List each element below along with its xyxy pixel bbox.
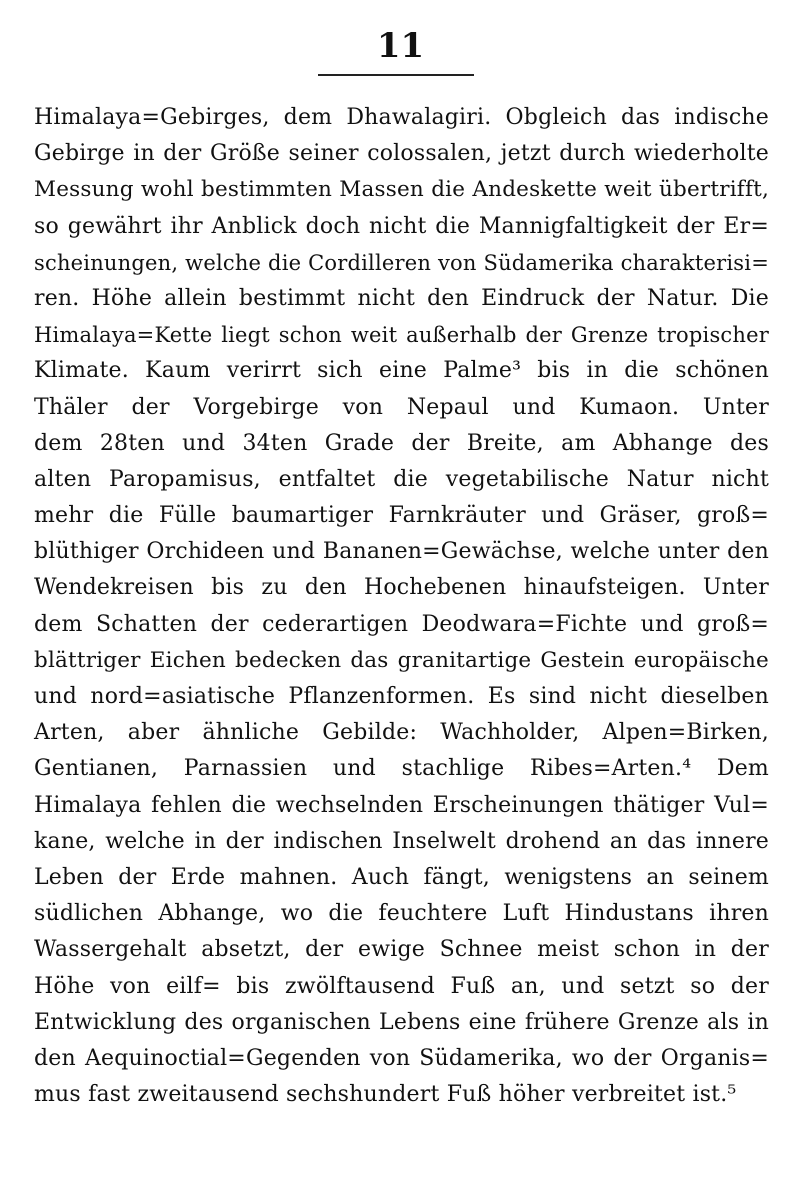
page-number: 11 xyxy=(376,26,425,66)
text-line: südlichen Abhange, wo die feuchtere Luft Hindustans ihren xyxy=(34,901,769,927)
text-line: Messung wohl bestimmten Massen die Andeskette weit übertrifft, xyxy=(34,177,769,203)
text-line: blüthiger Orchideen und Bananen=Gewächse, welche unter den xyxy=(34,539,769,565)
text-line: Himalaya fehlen die wechselnden Erscheinungen thätiger Vul= xyxy=(34,792,769,818)
text-line: Wassergehalt absetzt, der ewige Schnee meist schon in der xyxy=(34,937,769,963)
text-line: Höhe von eilf= bis zwölftausend Fuß an, und setzt so der xyxy=(34,973,769,999)
text-line: ren. Höhe allein bestimmt nicht den Eindruck der Natur. Die xyxy=(34,285,769,311)
text-line: Himalaya=Gebirges, dem Dhawalagiri. Obgleich das indische xyxy=(34,105,769,130)
text-line: Himalaya=Kette liegt schon weit außerhalb der Grenze tropischer xyxy=(34,323,769,348)
text-line: Arten, aber ähnliche Gebilde: Wachholder, Alpen=Birken, xyxy=(34,720,769,746)
text-line: Klimate. Kaum verirrt sich eine Palme³ bis in die schönen xyxy=(34,358,769,384)
text-line: Wendekreisen bis zu den Hochebenen hinaufsteigen. Unter xyxy=(34,575,769,601)
text-line: mehr die Fülle baumartiger Farnkräuter und Gräser, groß= xyxy=(34,503,769,529)
text-line: so gewährt ihr Anblick doch nicht die Mannigfaltigkeit der Er= xyxy=(34,213,769,239)
text-line: den Aequinoctial=Gegenden von Südamerika, wo der Organis= xyxy=(34,1045,769,1071)
text-line: und nord=asiatische Pflanzenformen. Es sind nicht dieselben xyxy=(34,684,769,709)
text-line: kane, welche in der indischen Inselwelt drohend an das innere xyxy=(34,828,769,854)
text-line: scheinungen, welche die Cordilleren von Südamerika charakterisi= xyxy=(34,250,769,275)
text-line: Gentianen, Parnassien und stachlige Ribes=Arten.⁴ Dem xyxy=(34,756,769,782)
text-line: dem 28ten und 34ten Grade der Breite, am Abhange des xyxy=(34,430,769,456)
text-line: Gebirge in der Größe seiner colossalen, jetzt durch wiederholte xyxy=(34,141,769,167)
text-line: blättriger Eichen bedecken das granitartige Gestein europäische xyxy=(34,647,769,673)
text-line: Entwicklung des organischen Lebens eine frühere Grenze als in xyxy=(34,1009,769,1035)
body-text xyxy=(34,100,769,1113)
text-line: alten Paropamisus, entfaltet die vegetabilische Natur nicht xyxy=(34,466,769,492)
text-line: mus fast zweitausend sechshundert Fuß höher verbreitet ist.⁵ xyxy=(34,1082,737,1108)
text-line: dem Schatten der cederartigen Deodwara=Fichte und groß= xyxy=(34,611,769,637)
text-line: Thäler der Vorgebirge von Nepaul und Kumaon. Unter xyxy=(34,394,769,420)
header-rule xyxy=(318,74,474,76)
text-line: Leben der Erde mahnen. Auch fängt, wenigstens an seinem xyxy=(34,864,769,890)
